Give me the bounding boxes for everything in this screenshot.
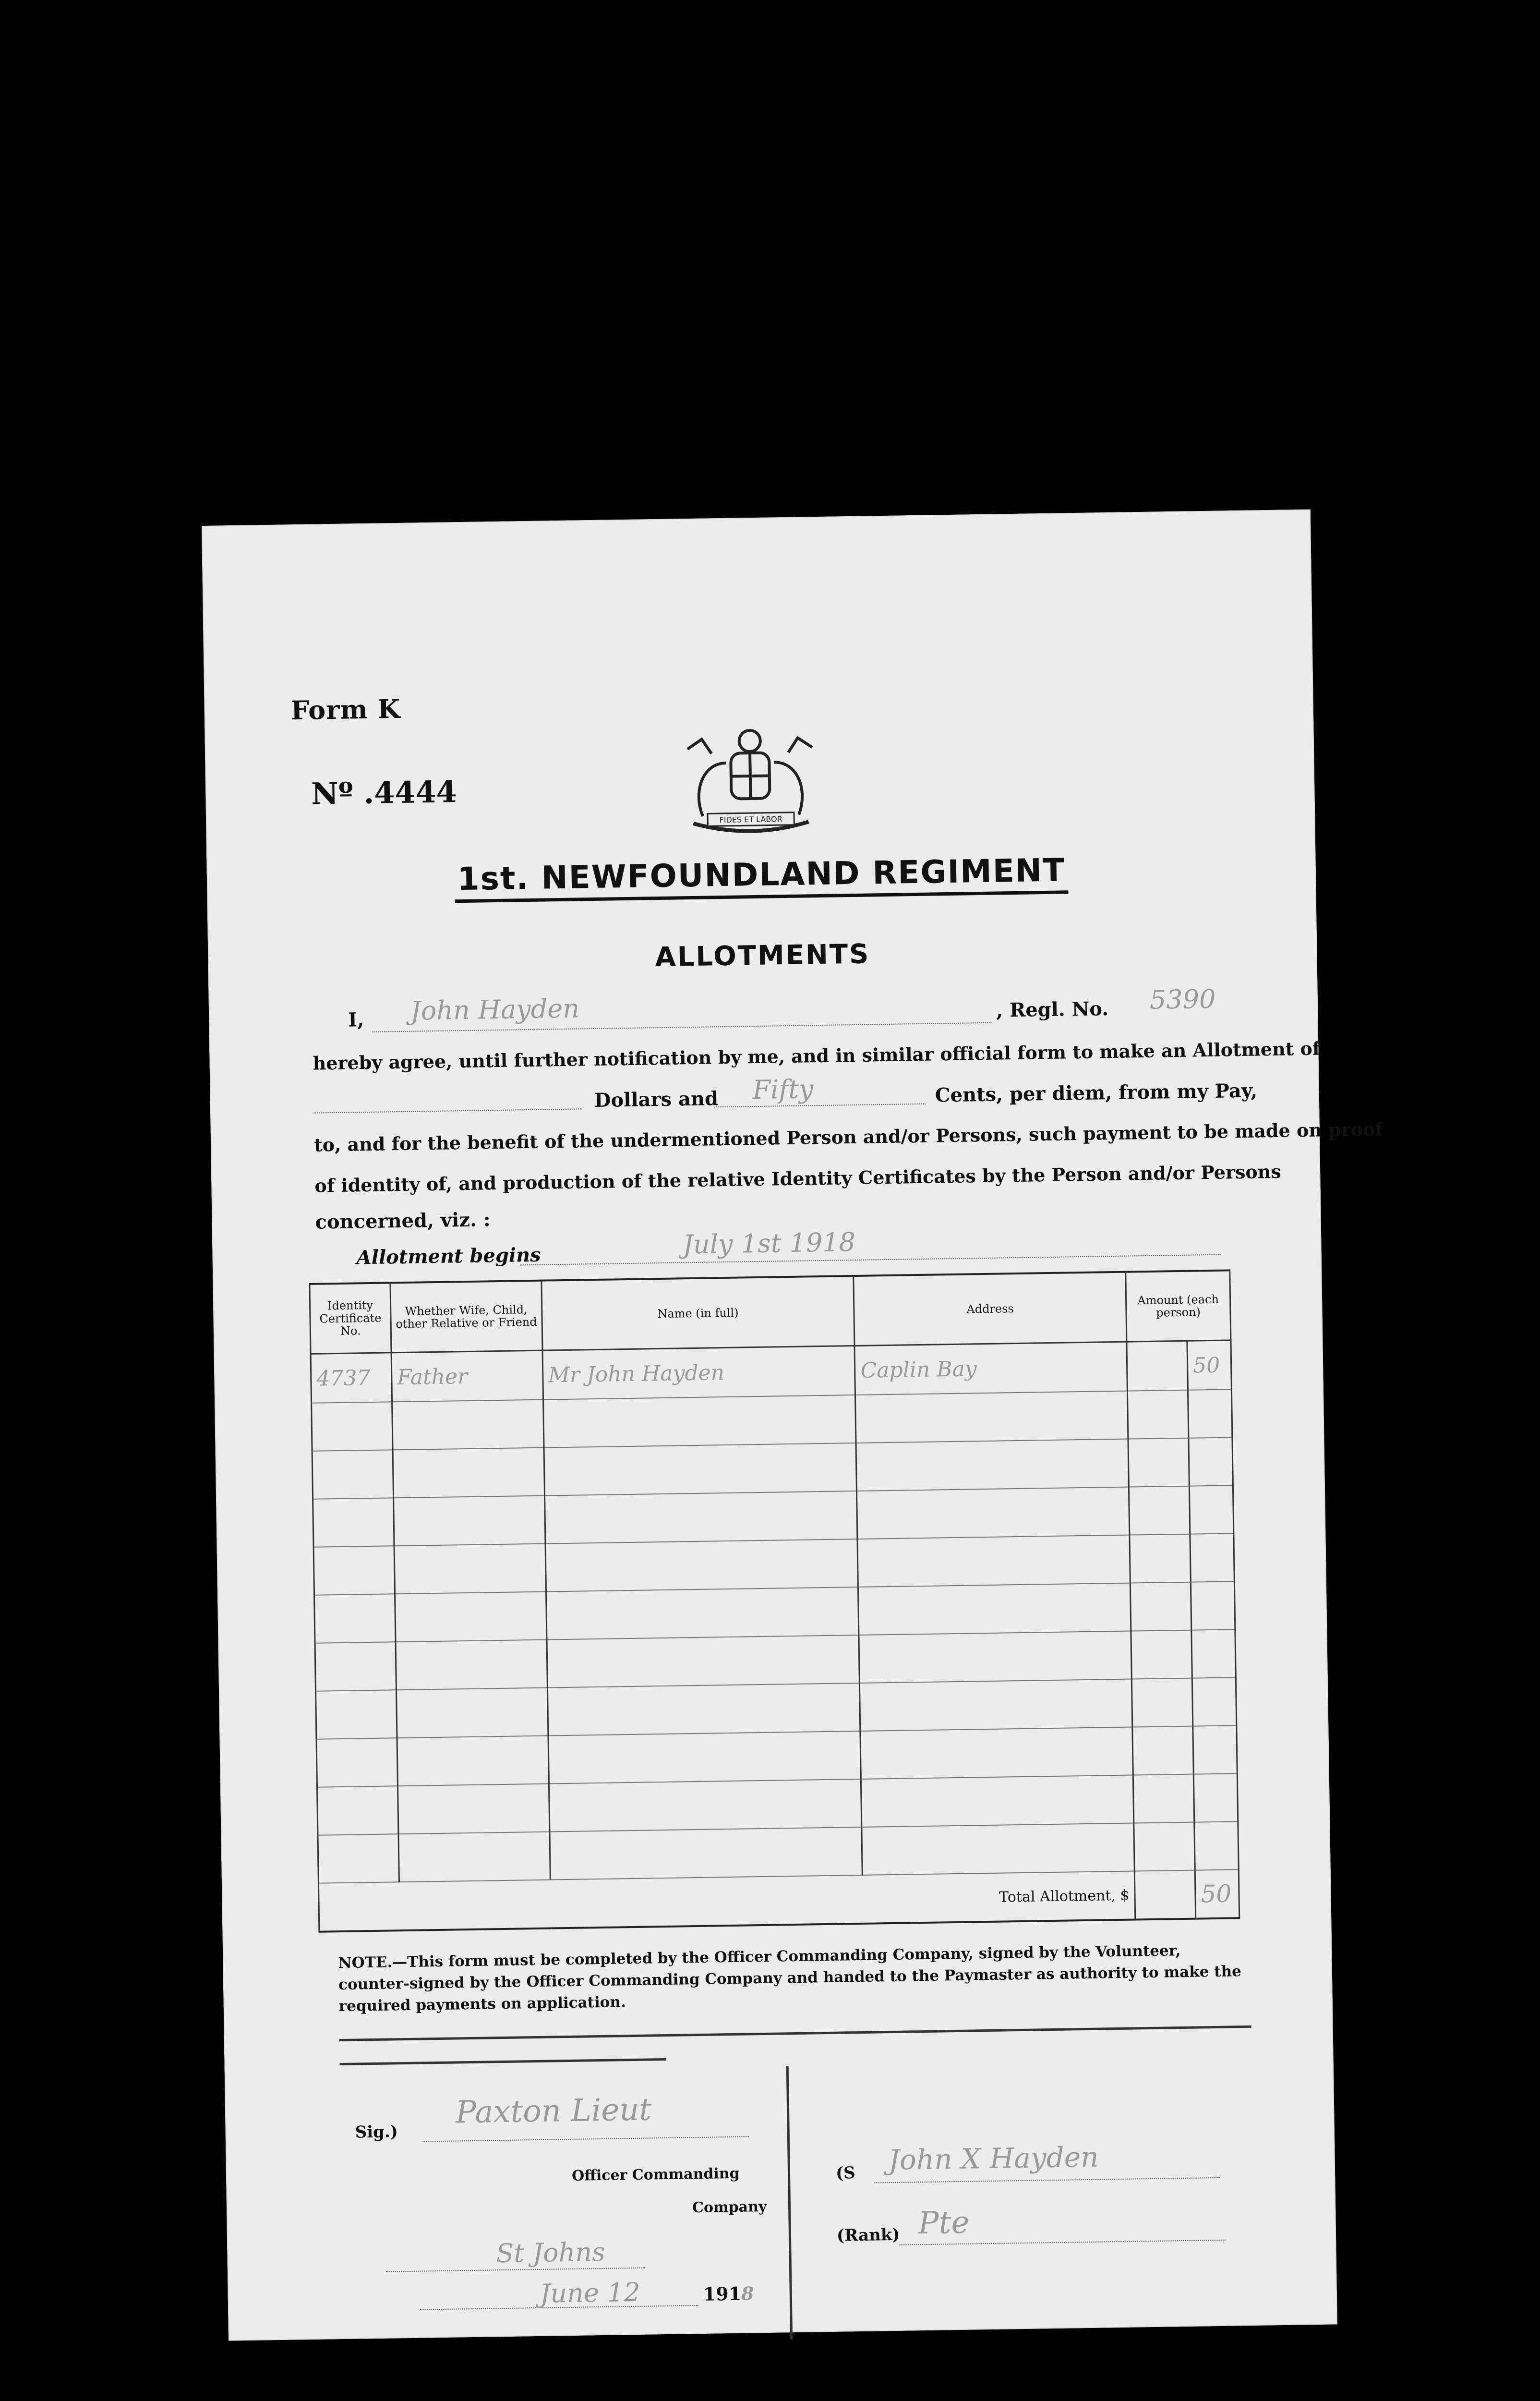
col-address: Address (854, 1272, 1127, 1346)
cents-handwritten: Fifty (752, 1074, 814, 1105)
year-printed: 1918 (703, 2282, 754, 2305)
regl-label: , Regl. No. (996, 997, 1109, 1022)
officer-signature: Paxton Lieut (455, 2092, 652, 2131)
row-identity: 4737 (311, 1353, 392, 1403)
name-handwritten: John Hayden (410, 993, 580, 1026)
s-label: (S (835, 2163, 855, 2183)
rank-label: (Rank) (836, 2225, 900, 2245)
concerned-line: concerned, viz. : (315, 1208, 491, 1234)
allotment-begins-field (520, 1254, 1221, 1266)
regl-handwritten: 5390 (1149, 983, 1216, 1015)
place-handwritten: St Johns (495, 2236, 606, 2269)
sig-label: Sig.) (355, 2122, 398, 2142)
total-label: Total Allotment, $ (318, 1871, 1135, 1931)
row-address: Caplin Bay (854, 1342, 1127, 1395)
dollars-label: Dollars and (594, 1087, 719, 1112)
crest-motto: FIDES ET LABOR (719, 814, 782, 825)
col-relationship: Whether Wife, Child, other Relative or Friend (390, 1281, 542, 1353)
total-value: 50 (1195, 1869, 1239, 1918)
volunteer-signature: John X Hayden (888, 2140, 1099, 2177)
agreement-line: hereby agree, until further notification by me, and in similar official form to make an Allotment of (313, 1037, 1321, 1074)
col-identity-certificate: Identity Certificate No. (310, 1283, 391, 1354)
col-name: Name (in full) (541, 1276, 855, 1350)
allotment-form (202, 509, 1384, 2341)
allotment-begins-handwritten: July 1st 1918 (682, 1226, 856, 1260)
allotments-title: ALLOTMENTS (654, 938, 870, 973)
cents-label: Cents, per diem, from my Pay, (935, 1079, 1258, 1107)
row-relationship: Father (391, 1350, 543, 1402)
i-label: I, (348, 1008, 364, 1031)
rank-handwritten: Pte (918, 2205, 970, 2242)
divider (340, 2058, 666, 2065)
divider (786, 2066, 793, 2340)
form-label: Form K (290, 693, 401, 726)
divider (339, 2025, 1251, 2041)
regiment-title: 1st. NEWFOUNDLAND REGIMENT (206, 848, 1316, 901)
row-amount: 50 (1187, 1340, 1231, 1390)
benefit-line: to, and for the benefit of the undermentioned Person and/or Persons, such payment to be made on proof (313, 1118, 1384, 1156)
allotment-begins-label: Allotment begins (356, 1243, 541, 1269)
row-name: Mr John Hayden (542, 1346, 855, 1400)
col-amount: Amount (each person) (1126, 1270, 1231, 1342)
company-label: Company (692, 2198, 767, 2217)
cents-field (714, 1103, 926, 1108)
identity-line: of identity of, and production of the relative Identity Certificates by the Person and/or Persons (314, 1160, 1281, 1197)
dollars-field (313, 1108, 582, 1113)
date-handwritten: June 12 (540, 2277, 641, 2309)
note-text: NOTE.—This form must be completed by the Officer Commanding Company, signed by the Volunteer, counter-signed by the Officer Commanding Company and handed to the Paymaster as authority to make the required payments on application. (338, 1942, 1242, 2015)
allotment-table (309, 1269, 1240, 1932)
officer-commanding-label: Officer Commanding (571, 2165, 740, 2184)
royal-crest-icon (673, 718, 828, 841)
form-number: Nº .4444 (311, 774, 457, 812)
officer-sig-field (422, 2136, 749, 2142)
volunteer-sig-field (874, 2177, 1220, 2183)
